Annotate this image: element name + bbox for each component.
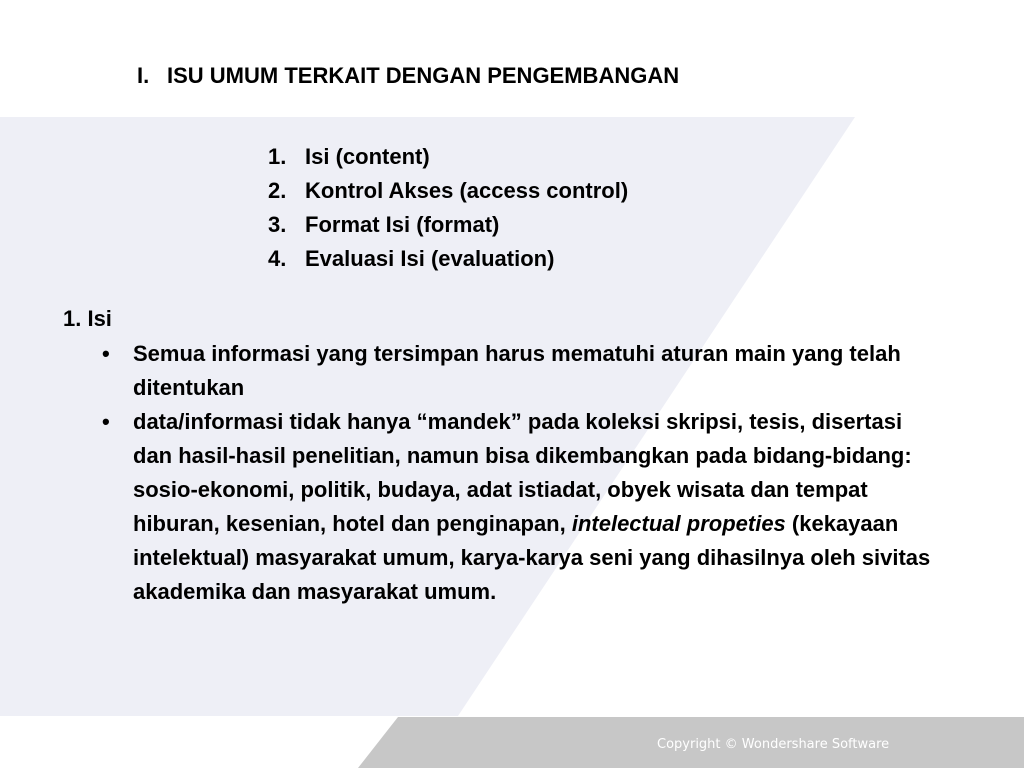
topic-number: 2.: [268, 178, 287, 203]
topic-item: [268, 208, 628, 242]
title-number: I.: [137, 63, 150, 88]
topic-text: Format Isi (format): [305, 212, 500, 237]
topic-item: [268, 174, 628, 208]
bullet-item: [102, 405, 933, 609]
topic-text: Isi (content): [305, 144, 430, 169]
bullet-text-part: data/informasi tidak hanya “mandek” pada koleksi skripsi, tesis, disertasi dan hasil-hasil penelitian, namun bisa dikembangkan pada bidang-bidang: sosio-ekonomi, politik, budaya, adat istiadat, obyek wisata dan tempat hiburan, kesenian, hotel dan penginapan,: [133, 409, 912, 536]
topic-item: [268, 242, 628, 276]
slide-title: [137, 62, 679, 90]
title-text: ISU UMUM TERKAIT DENGAN PENGEMBANGAN: [167, 63, 680, 88]
bullet-symbol: •: [102, 409, 110, 434]
bullet-text: [133, 409, 930, 604]
topic-number: 3.: [268, 212, 287, 237]
bullet-text: Semua informasi yang tersimpan harus mematuhi aturan main yang telah ditentukan: [133, 341, 901, 400]
bullet-item: [102, 337, 983, 405]
section-heading: 1. Isi: [63, 306, 112, 331]
topic-item: [268, 140, 628, 174]
bullet-text-italic: intelectual propeties: [571, 511, 786, 536]
topic-text: Kontrol Akses (access control): [305, 178, 629, 203]
bullet-list: [102, 337, 1002, 609]
bullet-symbol: •: [102, 341, 110, 366]
topic-list: [268, 140, 628, 276]
topic-text: Evaluasi Isi (evaluation): [305, 246, 555, 271]
copyright-footer: Copyright © Wondershare Software: [657, 737, 890, 752]
bullet-text-part: (kekayaan intelektual) masyarakat umum, karya-karya seni yang dihasilnya oleh sivitas akademika dan masyarakat umum.: [133, 511, 931, 604]
topic-number: 4.: [268, 246, 287, 271]
topic-number: 1.: [268, 144, 287, 169]
